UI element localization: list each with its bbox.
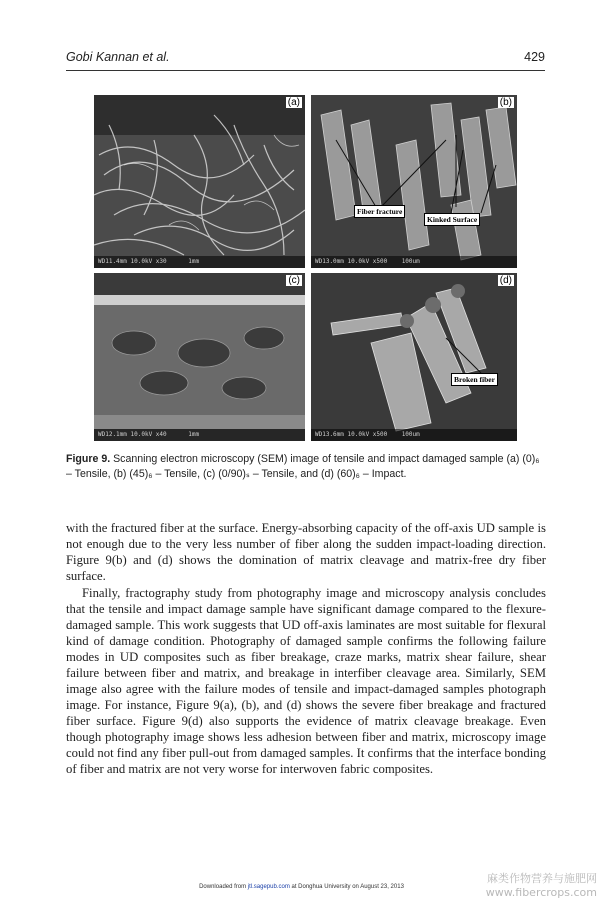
sem-panel-c (94, 273, 305, 441)
running-author: Gobi Kannan et al. (66, 50, 170, 64)
callout-broken-fiber: Broken fiber (451, 373, 498, 386)
sem-footer-d: WD13.6mm 10.0kV x500 100um (311, 429, 517, 441)
panel-label-b: (b) (499, 97, 512, 108)
sem-panel-b (311, 95, 517, 268)
watermark-line1: 麻类作物营养与施肥网 (487, 872, 597, 885)
body-text (66, 520, 546, 777)
figure-caption-label: Figure 9. (66, 453, 111, 465)
sem-image-b (311, 95, 517, 268)
body-paragraph: with the fractured fiber at the surface. Energy-absorbing capacity of the off-axis UD sample is not enough due to the very less number of fiber along the sudden impact-loading direction. Figure 9(b) and (d) shows the domination of matrix cleavage and matrix-free dry fiber surface. (66, 521, 546, 583)
callout-kinked-surface: Kinked Surface (424, 213, 480, 226)
sem-panel-a (94, 95, 305, 268)
figure-caption (66, 452, 544, 482)
sem-image-c (94, 273, 305, 441)
figure-caption-text: Scanning electron microscopy (SEM) image of tensile and impact damaged sample (a) (0)₆ – Tensile, (b) (45)₆ – Tensile, (c) (0/90)ₛ – Tensile, and (d) (60)₆ – Impact. (66, 453, 540, 480)
sem-footer-a: WD11.4mm 10.0kV x30 1mm (94, 256, 305, 268)
running-header (66, 50, 545, 71)
panel-label-c: (c) (288, 275, 300, 286)
footer-link[interactable]: jtl.sagepub.com (247, 884, 290, 890)
footer-prefix: Downloaded from (199, 884, 248, 890)
sem-image-a (94, 95, 305, 268)
sem-footer-b: WD13.0mm 10.0kV x500 100um (311, 256, 517, 268)
panel-label-a: (a) (287, 97, 300, 108)
watermark (486, 872, 597, 900)
callout-fiber-fracture: Fiber fracture (354, 205, 405, 218)
sem-panel-d (311, 273, 517, 441)
panel-label-d: (d) (499, 275, 512, 286)
watermark-line2: www.fibercrops.com (485, 886, 597, 899)
footer-suffix: at Donghua University on August 23, 2013 (289, 884, 404, 890)
page-number: 429 (524, 50, 545, 64)
sem-image-d (311, 273, 517, 441)
sem-footer-c: WD12.1mm 10.0kV x40 1mm (94, 429, 305, 441)
body-paragraph: Finally, fractography study from photography image and microscopy analysis concludes that the tensile and impact damage sample have significant damage compared to the flexure-damaged sample. This work suggests that UD off-axis laminates are most suitable for flexural kind of damage condition. Photography of damaged sample confirms the following failure modes in UD composites such as fiber breakage, craze marks, matrix shear failure, shear failure between fiber and matrix, and breakage in interfiber cleavage area. Similarly, SEM image also agree with the failure modes of tensile and impact-damaged samples photograph image. For instance, Figure 9(a), (b), and (d) shows the severe fiber breakage and fractured fiber surface. Figure 9(d) also supports the evidence of matrix cleavage breakage. Even though photography image shows less adhesion between fiber and matrix, microscopy image could not find any fiber pull-out from damaged samples. It confirms that the interface bonding of fiber and matrix are not very worse for interwoven fabric composites. (66, 586, 546, 776)
